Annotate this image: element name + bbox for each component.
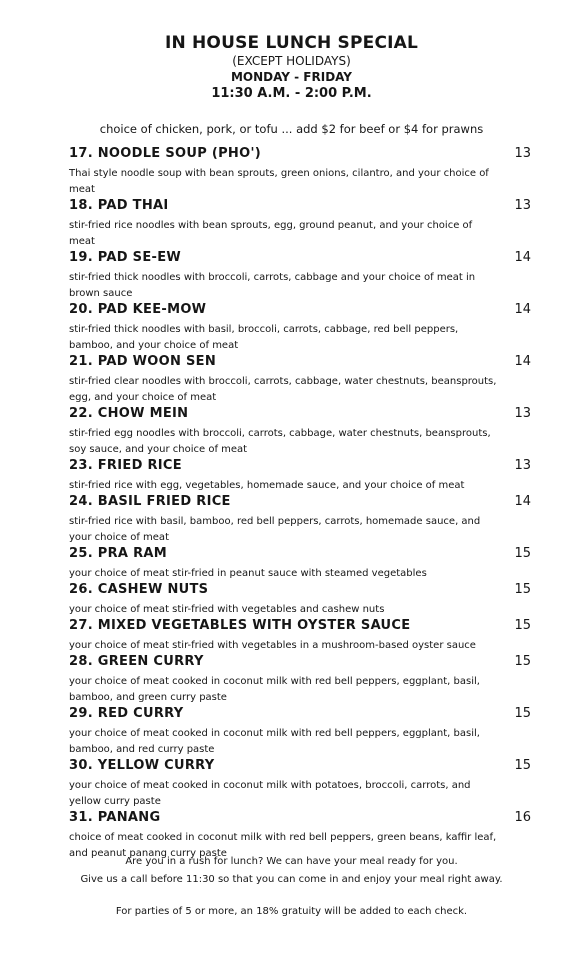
- menu-item-name: 18. PAD THAI: [69, 198, 169, 213]
- menu-item-price: 15: [514, 546, 531, 561]
- rush-note: Are you in a rush for lunch? We can have your meal ready for you.: [125, 856, 458, 867]
- menu-item-price: 13: [514, 458, 531, 473]
- menu-item-header: [69, 302, 531, 322]
- menu-item: [69, 354, 531, 406]
- menu-item: [69, 458, 531, 494]
- days-line: MONDAY - FRIDAY: [230, 70, 352, 84]
- menu-item-name: 31. PANANG: [69, 810, 161, 825]
- menu-item-price: 14: [514, 250, 531, 265]
- menu-item-name: 21. PAD WOON SEN: [69, 354, 217, 369]
- menu-item-header: [69, 758, 531, 778]
- menu-item-description: your choice of meat stir-fried with vegetables in a mushroom-based oyster sauce: [69, 640, 476, 651]
- holiday-note: (EXCEPT HOLIDAYS): [232, 54, 351, 68]
- menu-item-price: 14: [514, 494, 531, 509]
- menu-item-description: your choice of meat stir-fried in peanut sauce with steamed vegetables: [69, 568, 427, 579]
- menu-item-description: your choice of meat cooked in coconut milk with potatoes, broccoli, carrots, and yellow curry paste: [69, 780, 471, 807]
- menu-item-description: your choice of meat cooked in coconut milk with red bell peppers, eggplant, basil, bamboo, and red curry paste: [69, 728, 480, 755]
- menu-item-name: 24. BASIL FRIED RICE: [69, 494, 231, 509]
- menu-item: [69, 706, 531, 758]
- menu-item-description: choice of meat cooked in coconut milk with red bell peppers, green beans, kaffir leaf, and peanut panang curry paste: [69, 832, 497, 859]
- menu-item-description: stir-fried rice with egg, vegetables, homemade sauce, and your choice of meat: [69, 480, 465, 491]
- menu-item-header: [69, 198, 531, 218]
- menu-item: [69, 582, 531, 618]
- menu-item-name: 23. FRIED RICE: [69, 458, 182, 473]
- menu-item-header: [69, 810, 531, 830]
- menu-item-price: 16: [514, 810, 531, 825]
- menu-item-price: 14: [514, 354, 531, 369]
- menu-item-header: [69, 146, 531, 166]
- menu-item-description: stir-fried thick noodles with basil, broccoli, carrots, cabbage, red bell peppers, bamboo, and your choice of meat: [69, 324, 459, 351]
- menu-item: [69, 198, 531, 250]
- menu-item-name: 17. NOODLE SOUP (PHO'): [69, 146, 261, 161]
- menu-item-header: [69, 354, 531, 374]
- menu-list: [69, 146, 531, 862]
- menu-item-header: [69, 494, 531, 514]
- menu-item-name: 22. CHOW MEIN: [69, 406, 189, 421]
- menu-item-price: 13: [514, 198, 531, 213]
- menu-item: [69, 494, 531, 546]
- menu-item-price: 13: [514, 406, 531, 421]
- menu-item: [69, 146, 531, 198]
- call-ahead-note: Give us a call before 11:30 so that you can come in and enjoy your meal right away.: [80, 874, 503, 885]
- menu-item-description: stir-fried thick noodles with broccoli, carrots, cabbage and your choice of meat in brown sauce: [69, 272, 476, 299]
- menu-item-price: 15: [514, 618, 531, 633]
- menu-item: [69, 406, 531, 458]
- menu-item-description: your choice of meat cooked in coconut milk with red bell peppers, eggplant, basil, bamboo, and green curry paste: [69, 676, 480, 703]
- menu-item-header: [69, 406, 531, 426]
- gratuity-note: For parties of 5 or more, an 18% gratuity will be added to each check.: [115, 906, 468, 917]
- menu-item-description: stir-fried rice noodles with bean sprouts, egg, ground peanut, and your choice of meat: [69, 220, 473, 247]
- menu-item-price: 13: [514, 146, 531, 161]
- menu-item: [69, 546, 531, 582]
- menu-item-header: [69, 458, 531, 478]
- menu-title: IN HOUSE LUNCH SPECIAL: [164, 33, 419, 53]
- menu-item-header: [69, 618, 531, 638]
- menu-item: [69, 758, 531, 810]
- menu-item-description: your choice of meat stir-fried with vegetables and cashew nuts: [69, 604, 385, 615]
- menu-item-description: stir-fried clear noodles with broccoli, carrots, cabbage, water chestnuts, beansprouts, egg, and your choice of meat: [69, 376, 497, 403]
- menu-item-description: stir-fried egg noodles with broccoli, carrots, cabbage, water chestnuts, beansprouts, soy sauce, and your choice of meat: [69, 428, 491, 455]
- menu-item-name: 27. MIXED VEGETABLES WITH OYSTER SAUCE: [69, 618, 411, 633]
- menu-item: [69, 654, 531, 706]
- menu-item-name: 25. PRA RAM: [69, 546, 167, 561]
- menu-item-name: 20. PAD KEE-MOW: [69, 302, 207, 317]
- menu-item-header: [69, 250, 531, 270]
- menu-item-description: stir-fried rice with basil, bamboo, red bell peppers, carrots, homemade sauce, and your choice of meat: [69, 516, 481, 543]
- hours-line: 11:30 A.M. - 2:00 P.M.: [211, 86, 372, 101]
- menu-item: [69, 250, 531, 302]
- menu-item-header: [69, 582, 531, 602]
- menu-item-header: [69, 706, 531, 726]
- menu-item-name: 29. RED CURRY: [69, 706, 184, 721]
- menu-item-price: 14: [514, 302, 531, 317]
- menu-item-name: 28. GREEN CURRY: [69, 654, 204, 669]
- menu-item-price: 15: [514, 654, 531, 669]
- menu-item-header: [69, 546, 531, 566]
- menu-item: [69, 810, 531, 862]
- menu-item: [69, 618, 531, 654]
- menu-item: [69, 302, 531, 354]
- menu-item-name: 26. CASHEW NUTS: [69, 582, 209, 597]
- menu-item-price: 15: [514, 582, 531, 597]
- menu-item-header: [69, 654, 531, 674]
- menu-item-name: 30. YELLOW CURRY: [69, 758, 215, 773]
- meat-choice-line: choice of chicken, pork, or tofu ... add $2 for beef or $4 for prawns: [99, 122, 484, 136]
- menu-item-price: 15: [514, 706, 531, 721]
- menu-item-name: 19. PAD SE-EW: [69, 250, 182, 265]
- menu-item-description: Thai style noodle soup with bean sprouts, green onions, cilantro, and your choice of meat: [69, 168, 489, 195]
- menu-item-price: 15: [514, 758, 531, 773]
